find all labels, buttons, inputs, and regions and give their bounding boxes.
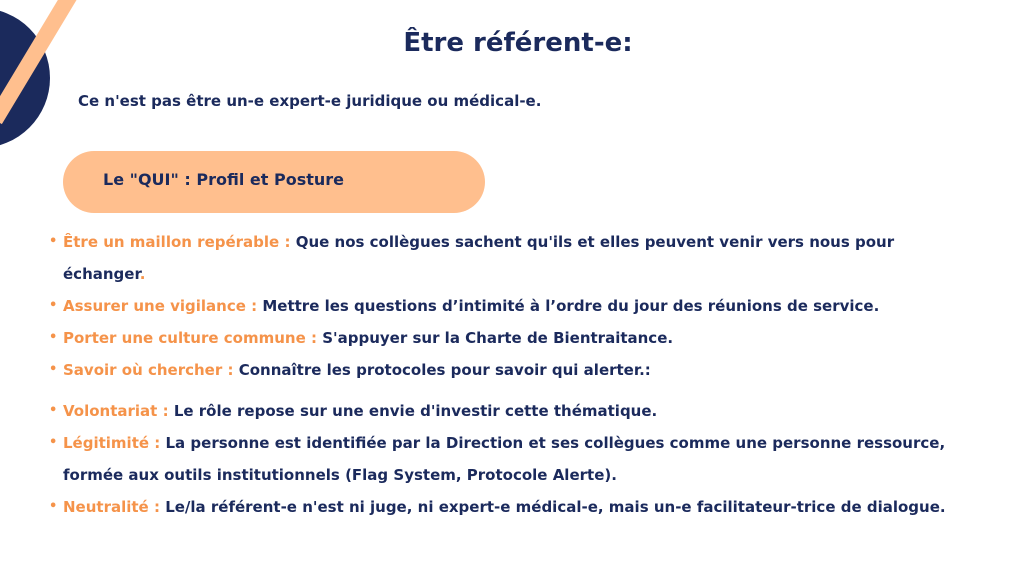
slide-title: Être référent-e:: [403, 28, 633, 58]
list-item: [48, 491, 998, 523]
list-item: [48, 290, 998, 322]
list-item: [48, 226, 998, 290]
slide-subtitle: Ce n'est pas être un-e expert-e juridique ou médical-e.: [78, 92, 542, 110]
section-label: Le "QUI" : Profil et Posture: [103, 170, 344, 189]
list-item: [48, 395, 998, 427]
item-label: Volontariat :: [63, 402, 169, 420]
item-label: Légitimité :: [63, 434, 161, 452]
item-text: Mettre les questions d’intimité à l’ordre du jour des réunions de service.: [262, 297, 880, 315]
role-list: [48, 226, 998, 386]
item-text: Le rôle repose sur une envie d'investir cette thématique.: [173, 402, 658, 420]
section-pill: [63, 151, 485, 213]
corner-decoration: [0, 0, 90, 160]
posture-list: [48, 395, 998, 523]
item-label: Porter une culture commune :: [63, 329, 317, 347]
item-label: Neutralité :: [63, 498, 160, 516]
item-text-continued: échanger: [63, 265, 140, 283]
item-label: Savoir où chercher :: [63, 361, 234, 379]
list-item: [48, 322, 998, 354]
list-item: [48, 354, 998, 386]
item-label: Être un maillon repérable :: [63, 233, 291, 251]
item-text: Le/la référent-e n'est ni juge, ni expert-e médical-e, mais un-e facilitateur-trice de dialogue.: [165, 498, 946, 516]
item-text: Que nos collègues sachent qu'ils et elles peuvent venir vers nous pour: [295, 233, 895, 251]
item-text: S'appuyer sur la Charte de Bientraitance.: [322, 329, 674, 347]
item-label: Assurer une vigilance :: [63, 297, 258, 315]
item-text: Connaître les protocoles pour savoir qui alerter.:: [238, 361, 651, 379]
item-text: La personne est identifiée par la Direction et ses collègues comme une personne ressource,: [165, 434, 946, 452]
item-text-end: .: [139, 265, 146, 283]
item-text-continued: formée aux outils institutionnels (Flag System, Protocole Alerte).: [63, 466, 617, 484]
list-item: [48, 427, 998, 491]
